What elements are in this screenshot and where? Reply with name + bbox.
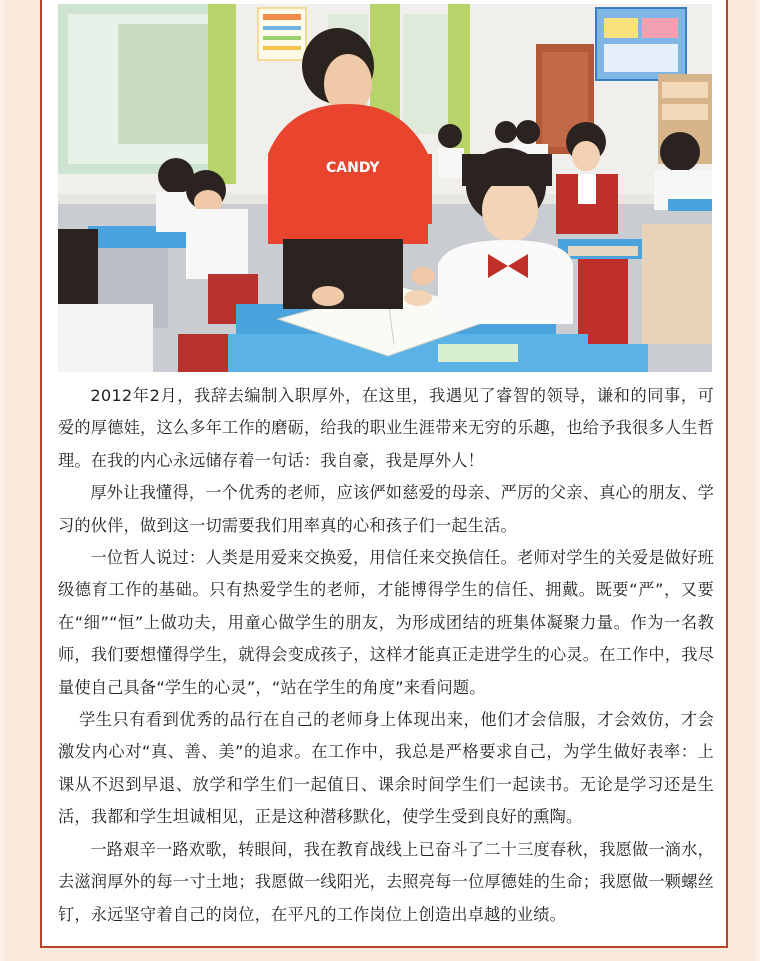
classroom-photo xyxy=(58,4,712,372)
article-paragraph-5: 一路艰辛一路欢歌，转眼间，我在教育战线上已奋斗了二十三度春秋，我愿做一滴水，去滋润厚外的每一寸土地；我愿做一线阳光，去照亮每一位厚德娃的生命；我愿做一颗螺丝钉，永远坚守着自己的岗位，在平凡的工作岗位上创造出卓越的业绩。 xyxy=(58,839,714,924)
teacher-shirt-text: CANDY xyxy=(326,160,380,176)
article-paragraph-1: 2012年2月，我辞去编制入职厚外，在这里，我遇见了睿智的领导，谦和的同事，可爱的厚德娃，这么多年工作的磨砺，给我的职业生涯带来无穷的乐趣，也给予我很多人生哲理。在我的内心永远储存着一句话：我自豪，我是厚外人！ xyxy=(58,386,714,470)
classroom-photo-illustration xyxy=(58,4,712,372)
article-paragraph-3: 一位哲人说过：人类是用爱来交换爱，用信任来交换信任。老师对学生的关爱是做好班级德育工作的基础。只有热爱学生的老师，才能博得学生的信任、拥戴。既要“严”，又要在“细”“恒”上做功夫，用童心做学生的朋友，为形成团结的班集体凝聚力量。作为一名教师，我们要想懂得学生，就得会变成孩子，这样才能真正走进学生的心灵。在工作中，我尽量使自己具备“学生的心灵”，“站在学生的角度”来看问题。 xyxy=(58,548,714,697)
article-text xyxy=(58,380,714,931)
article-paragraph-4: 学生只有看到优秀的品行在自己的老师身上体现出来，他们才会信服，才会效仿，才会激发内心对“真、善、美”的追求。在工作中，我总是严格要求自己，为学生做好表率：上课从不迟到早退、放学和学生们一起值日、课余时间学生们一起读书。无论是学习还是生活，我都和学生坦诚相见，正是这种潜移默化，使学生受到良好的熏陶。 xyxy=(58,710,714,827)
article-paragraph-2: 厚外让我懂得，一个优秀的老师，应该俨如慈爱的母亲、严厉的父亲、真心的朋友、学习的伙伴，做到这一切需要我们用率真的心和孩子们一起生活。 xyxy=(58,483,714,535)
page-background xyxy=(4,0,756,961)
article-card xyxy=(40,0,728,948)
